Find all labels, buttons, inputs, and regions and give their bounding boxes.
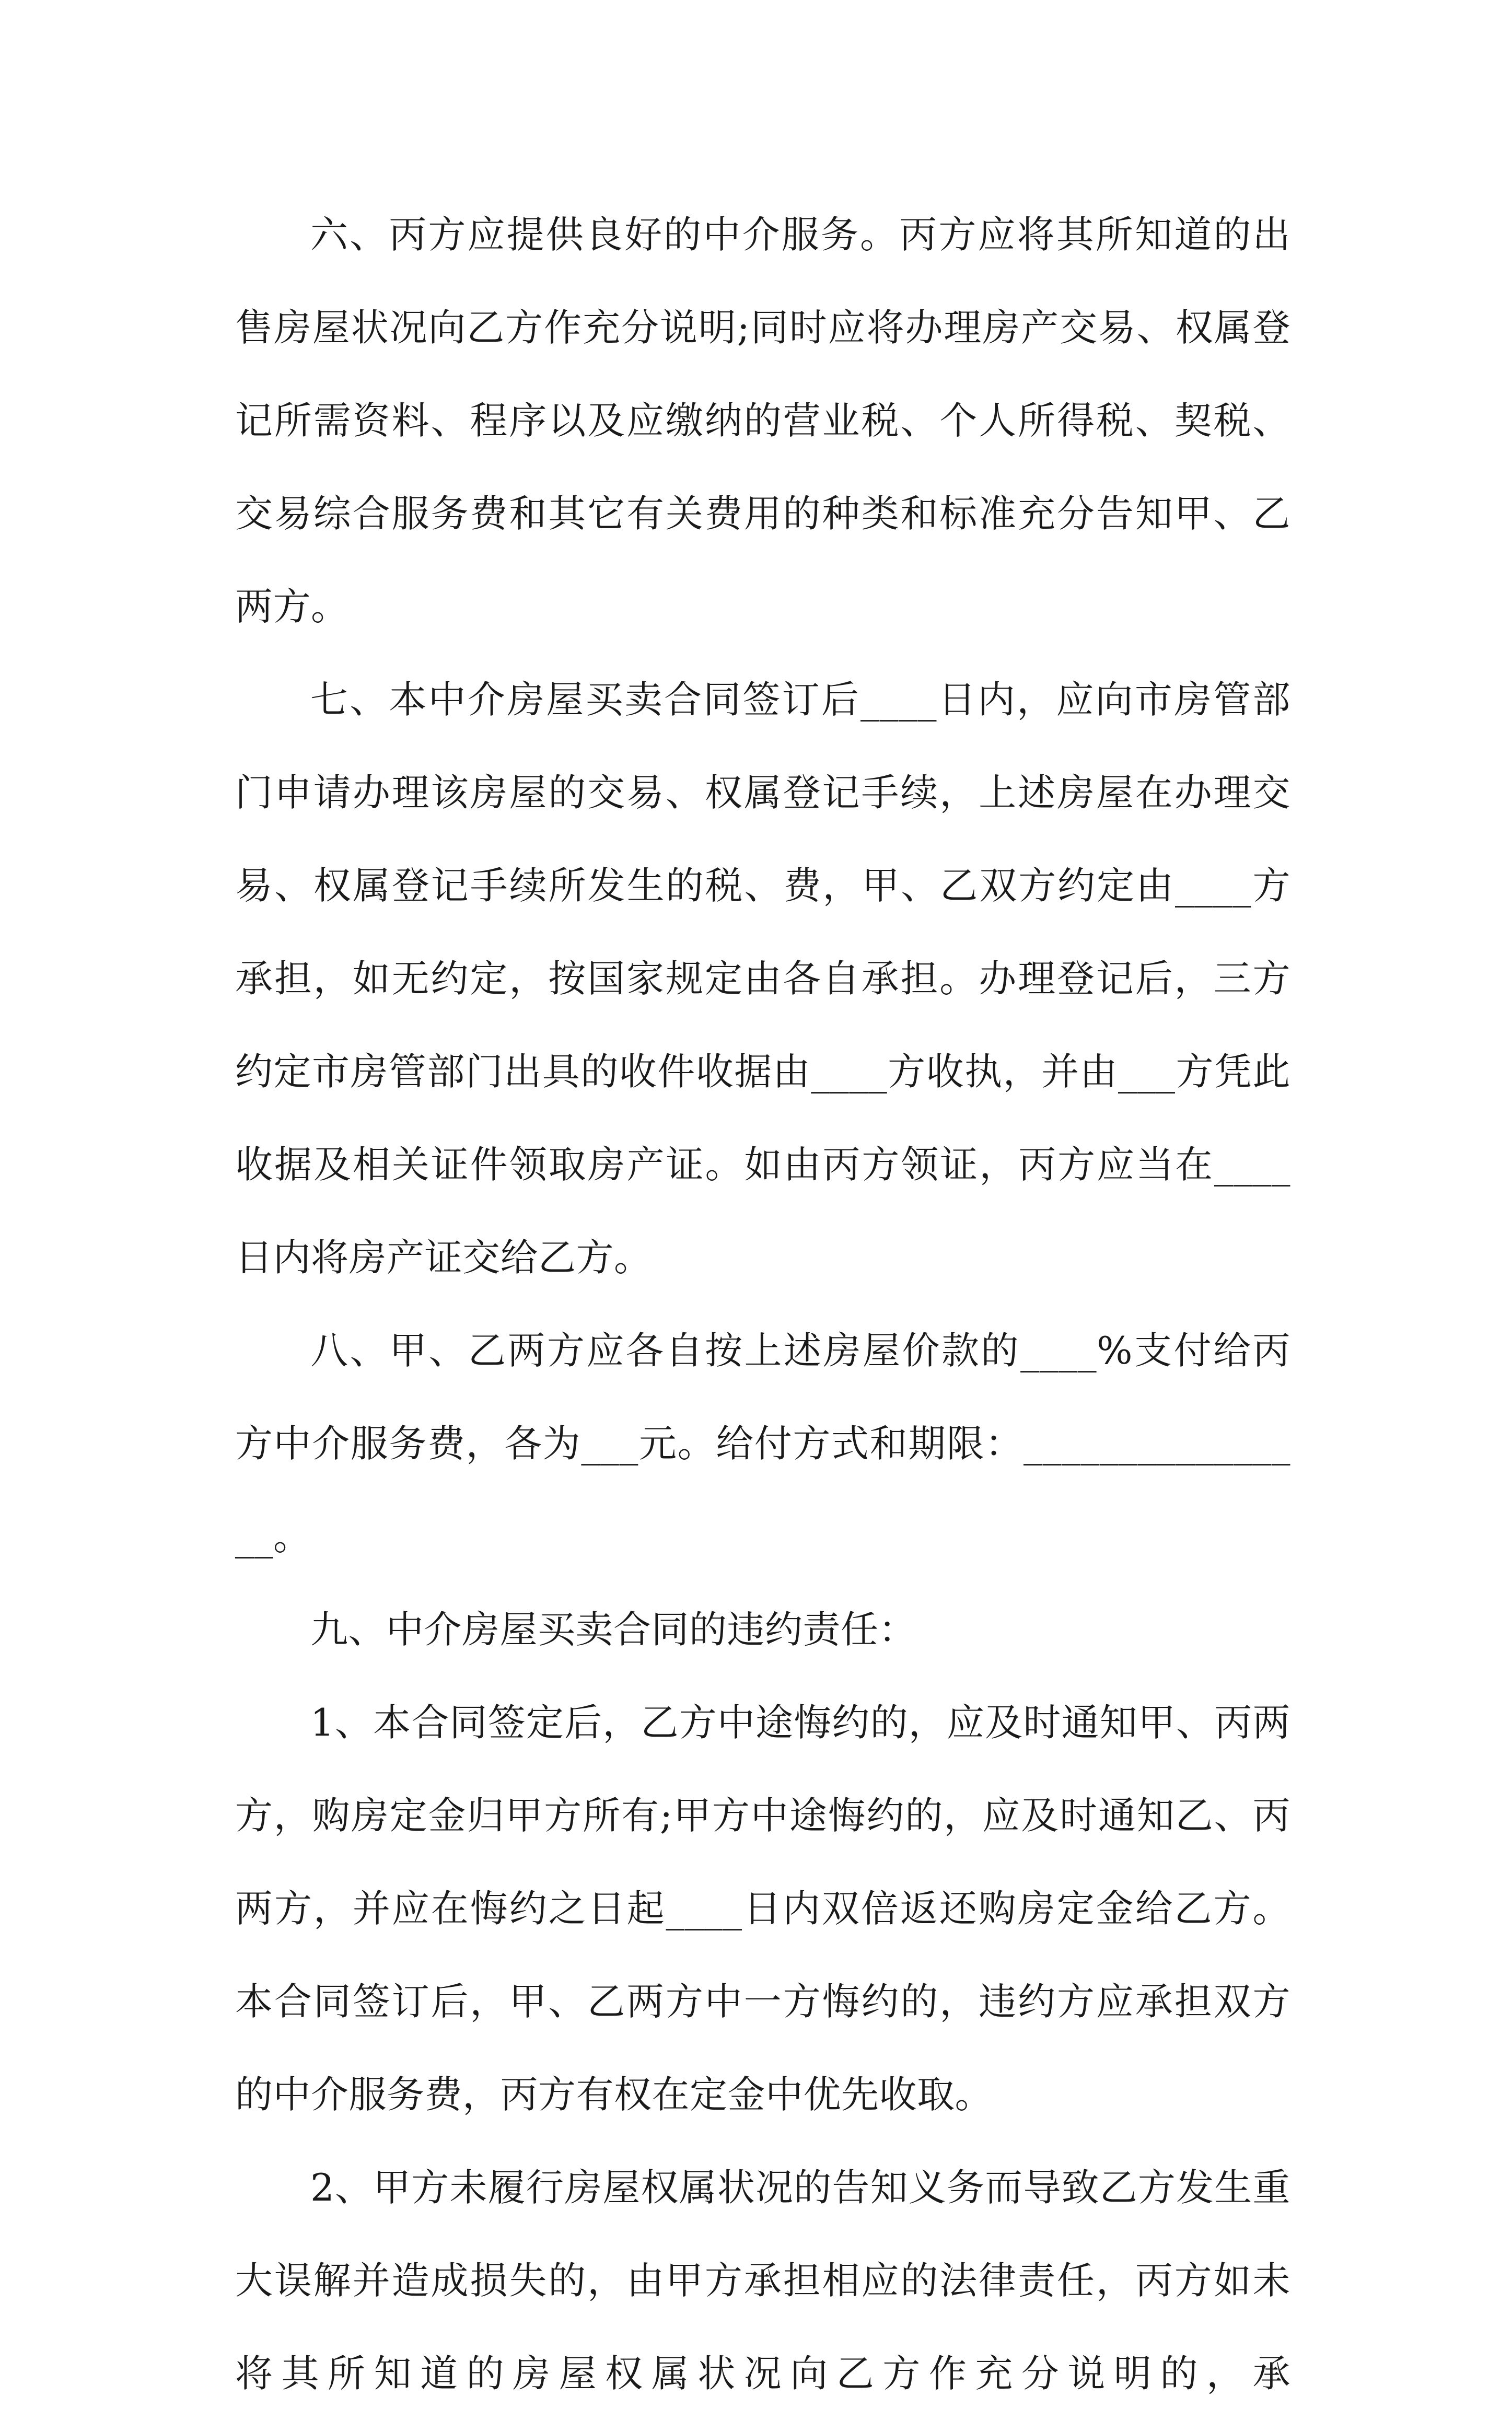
clause-eight-paragraph: 八、甲、乙两方应各自按上述房屋价款的____%支付给丙方中介服务费，各为___元。给付方式和期限：________________。 [235, 1329, 1290, 1558]
document-body [235, 188, 1290, 2420]
clause-six-paragraph: 六、丙方应提供良好的中介服务。丙方应将其所知道的出售房屋状况向乙方作充分说明;同时应将办理房产交易、权属登记所需资料、程序以及应缴纳的营业税、个人所得税、契税、交易综合服务费和其它有关费用的种类和标准充分告知甲、乙两方。 [235, 213, 1290, 629]
clause-nine-item-2: 2、甲方未履行房屋权属状况的告知义务而导致乙方发生重大误解并造成损失的，由甲方承担相应的法律责任，丙方如未将其所知道的房屋权属状况向乙方作充分说明的，承 [235, 2166, 1290, 2395]
clause-nine-item-1: 1、本合同签定后，乙方中途悔约的，应及时通知甲、丙两方，购房定金归甲方所有;甲方中途悔约的，应及时通知乙、丙两方，并应在悔约之日起____日内双倍返还购房定金给乙方。本合同签订后，甲、乙两方中一方悔约的，违约方应承担双方的中介服务费，丙方有权在定金中优先收取。 [235, 1701, 1290, 2116]
clause-nine-heading: 九、中介房屋买卖合同的违约责任： [310, 1608, 917, 1651]
clause-seven-paragraph: 七、本中介房屋买卖合同签订后____日内，应向市房管部门申请办理该房屋的交易、权属登记手续，上述房屋在办理交易、权属登记手续所发生的税、费，甲、乙双方约定由____方承担，如无约定，按国家规定由各自承担。办理登记后，三方约定市房管部门出具的收件收据由____方收执，并由___方凭此收据及相关证件领取房产证。如由丙方领证，丙方应当在____日内将房产证交给乙方。 [235, 678, 1290, 1279]
